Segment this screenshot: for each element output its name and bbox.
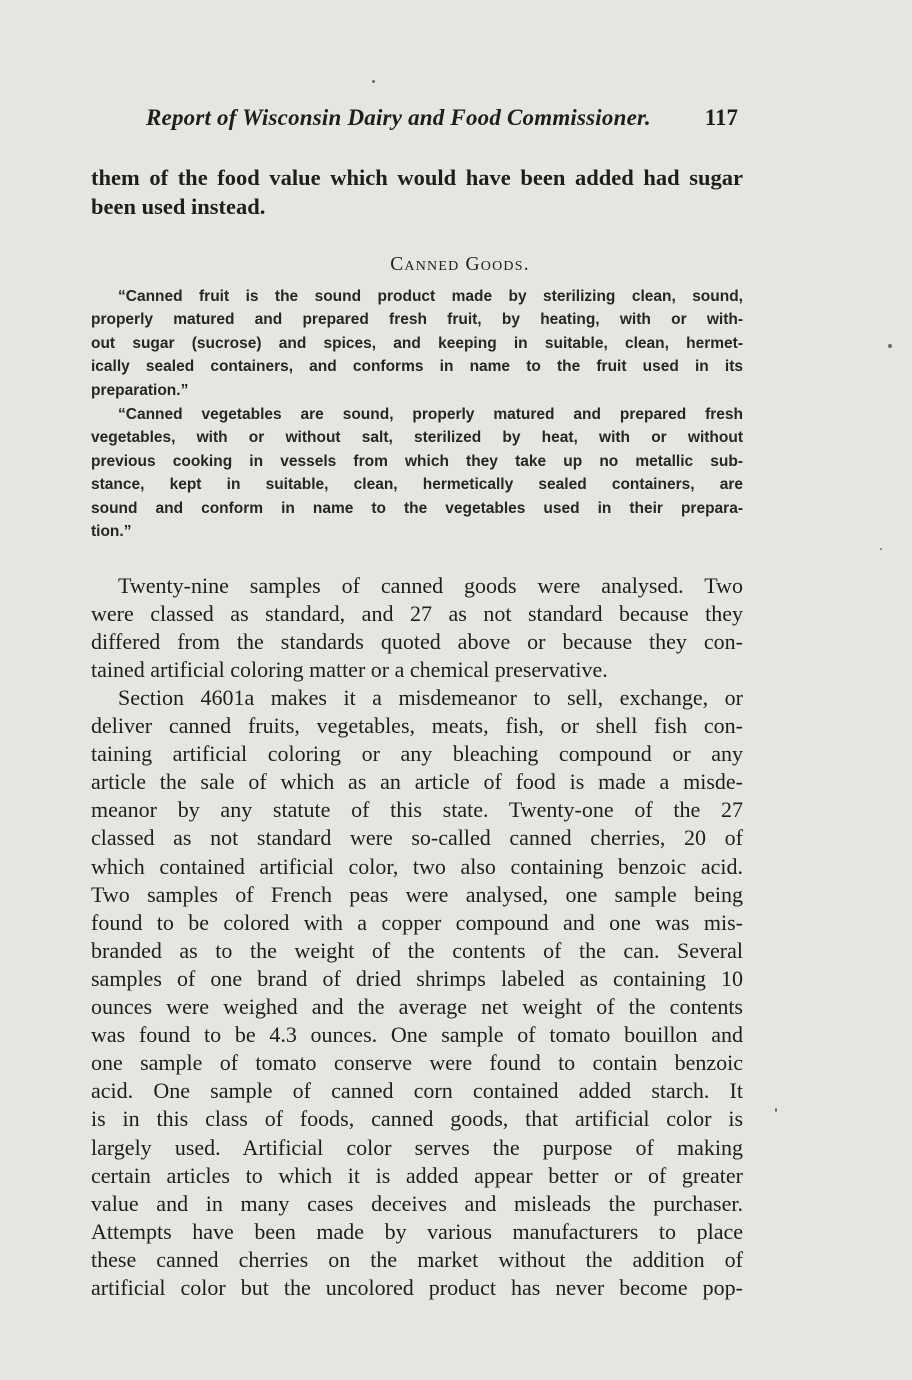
opening-paragraph bbox=[91, 163, 743, 221]
text-line: branded as to the weight of the contents of the can. Several bbox=[91, 937, 743, 963]
paragraph-samples-analysed bbox=[91, 572, 743, 684]
text-line: previous cooking in vessels from which they take up no metallic sub- bbox=[91, 452, 743, 470]
text-line: is in this class of foods, canned goods, that artificial color is bbox=[91, 1106, 743, 1132]
paper-speck bbox=[372, 80, 375, 83]
text-line: article the sale of which as an article of food is made a misde- bbox=[91, 769, 743, 795]
text-line: deliver canned fruits, vegetables, meats, fish, or shell fish con- bbox=[91, 713, 743, 739]
text-line: which contained artificial color, two also containing benzoic acid. bbox=[91, 853, 743, 879]
section-heading: Canned Goods. bbox=[390, 254, 530, 275]
text-line: was found to be 4.3 ounces. One sample of tomato bouillon and bbox=[91, 1022, 743, 1048]
text-line: samples of one brand of dried shrimps labeled as containing 10 bbox=[91, 965, 743, 991]
text-line: largely used. Artificial color serves the purpose of making bbox=[91, 1134, 743, 1160]
text-line: ounces were weighed and the average net weight of the contents bbox=[91, 994, 743, 1020]
text-line: Attempts have been made by various manufacturers to place bbox=[91, 1218, 743, 1244]
text-line: Twenty-nine samples of canned goods were analysed. Two bbox=[118, 573, 743, 598]
text-line: “Canned fruit is the sound product made by sterilizing clean, sound, bbox=[118, 288, 743, 305]
running-title: Report of Wisconsin Dairy and Food Commissioner. bbox=[146, 105, 651, 130]
text-line: value and in many cases deceives and misleads the purchaser. bbox=[91, 1190, 743, 1216]
text-line: acid. One sample of canned corn contained added starch. It bbox=[91, 1078, 743, 1104]
text-line: Section 4601a makes it a misdemeanor to sell, exchange, or bbox=[118, 685, 743, 710]
text-line: them of the food value which would have been added had sugar bbox=[91, 165, 743, 190]
text-line: artificial color but the uncolored product has never become pop- bbox=[91, 1274, 743, 1300]
text-line: meanor by any statute of this state. Twenty-one of the 27 bbox=[91, 797, 743, 823]
paper-speck bbox=[880, 548, 882, 550]
text-line: ically sealed containers, and conforms in name to the fruit used in its bbox=[91, 358, 743, 376]
paper-speck bbox=[888, 344, 892, 348]
text-line: these canned cherries on the market without the addition of bbox=[91, 1246, 743, 1272]
running-header bbox=[146, 103, 738, 137]
text-line: been used instead. bbox=[91, 194, 266, 219]
text-line: tion.” bbox=[91, 523, 132, 541]
text-line: sound and conform in name to the vegetables used in their prepara- bbox=[91, 499, 743, 517]
text-line: one sample of tomato conserve were found to contain benzoic bbox=[91, 1050, 743, 1076]
text-line: certain articles to which it is added appear better or of greater bbox=[91, 1162, 743, 1188]
text-line: tained artificial coloring matter or a chemical preservative. bbox=[91, 657, 608, 683]
text-line: taining artificial coloring or any bleaching compound or any bbox=[91, 741, 743, 767]
quote-canned-fruit bbox=[91, 285, 743, 402]
text-line: stance, kept in suitable, clean, hermetically sealed containers, are bbox=[91, 476, 743, 494]
page-number: 117 bbox=[704, 105, 738, 130]
text-line: “Canned vegetables are sound, properly matured and prepared fresh bbox=[118, 406, 743, 423]
text-line: found to be colored with a copper compound and one was mis- bbox=[91, 909, 743, 935]
text-line: were classed as standard, and 27 as not standard because they bbox=[91, 601, 743, 627]
text-line: classed as not standard were so-called canned cherries, 20 of bbox=[91, 825, 743, 851]
text-line: differed from the standards quoted above or because they con- bbox=[91, 629, 743, 655]
text-line: preparation.” bbox=[91, 381, 189, 399]
paper-speck bbox=[775, 1108, 777, 1112]
paragraph-section-4601a bbox=[91, 684, 743, 1302]
text-line: out sugar (sucrose) and spices, and keeping in suitable, clean, hermet- bbox=[91, 334, 743, 352]
text-line: Two samples of French peas were analysed, one sample being bbox=[91, 881, 743, 907]
text-line: vegetables, with or without salt, sterilized by heat, with or without bbox=[91, 429, 743, 447]
text-line: properly matured and prepared fresh fruit, by heating, with or with- bbox=[91, 311, 743, 329]
quote-canned-vegetables bbox=[91, 403, 743, 543]
